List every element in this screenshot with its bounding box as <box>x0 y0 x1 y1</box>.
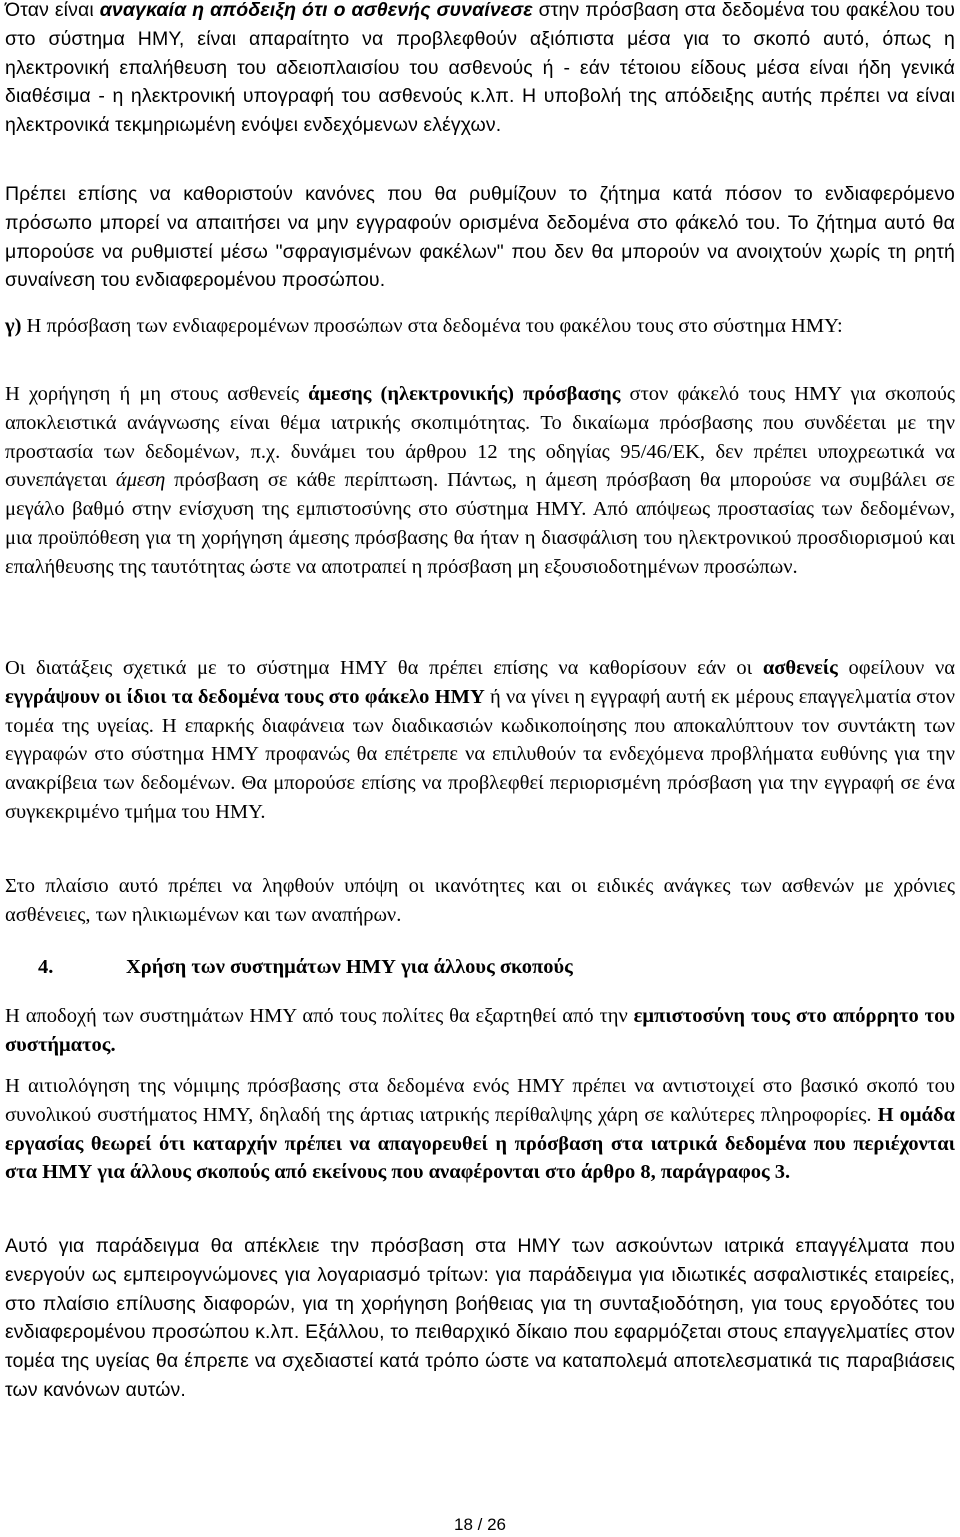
paragraph-special-needs <box>5 872 955 930</box>
paragraph-citizen-acceptance <box>5 1002 955 1060</box>
paragraph-access-heading <box>5 312 955 341</box>
text-run: στον φάκελό τους ΗΜΥ για σκοπούς αποκλειστικά ανάγνωσης είναι θέμα ιατρικής σκοπιμότητας. Το δικαίωμα πρόσβασης που συνδέεται με την προστασία των δεδομένων, π.χ. δυνάμει του άρθρου 12 της οδηγίας 95/46/ΕΚ, δεν πρέπει υποχρεωτικά να συνεπάγεται <box>5 383 955 492</box>
section-title: Χρήση των συστημάτων ΗΜΥ για άλλους σκοπούς <box>126 956 573 978</box>
paragraph-sealed-envelopes <box>5 180 955 295</box>
section-number: 4. <box>38 956 54 978</box>
text-run: στην πρόσβαση στα δεδομένα του φακέλου του στο σύστημα ΗΜΥ, είναι απαραίτητο να προβλεφθούν αξιόπιστα μέσα για το σκοπό αυτό, όπως η ηλεκτρονική επαλήθευση του αδειοπλαισίου του ασθενούς ή - εάν τέτοιου είδους μέσα είναι ήδη γενικά διαθέσιμα - η ηλεκτρονική υπογραφή του ασθενούς κ.λπ. Η υποβολή της απόδειξης αυτής πρέπει να είναι ηλεκτρονικά τεκμηριωμένη ενόψει ενδεχόμενων ελέγχων. <box>5 0 956 137</box>
emphasis-working-party: Η ομάδα εργασίας θεωρεί ότι καταρχήν πρέπει να απαγορευθεί η πρόσβαση στα ιατρικά δεδομένα που περιέχονται στα ΗΜΥ για άλλους σκοπούς από εκείνους που αναφέρονται στο άρθρο 8, παράγραφος 3. <box>5 1103 955 1184</box>
item-label-gamma: γ) <box>5 315 22 337</box>
document-page <box>5 0 955 1537</box>
text-run: Η χορήγηση ή μη στους ασθενείς <box>5 383 309 405</box>
emphasis-direct-access: άμεσης (ηλεκτρονικής) πρόσβασης <box>308 383 621 405</box>
section-heading <box>38 956 573 979</box>
emphasis-direct: άμεση <box>115 469 166 492</box>
paragraph-legitimate-access <box>5 1072 955 1187</box>
emphasis-consent-proof: αναγκαία η απόδειξη ότι ο ασθενής συναίνεσε <box>99 0 533 21</box>
text-run: πρόσβαση σε κάθε περίπτωση. Πάντως, η άμεση πρόσβαση θα μπορούσε να συμβάλει σε μεγάλο βαθμό στην ενίσχυση της εμπιστοσύνης στο σύστημα ΗΜΥ. Από απόψεως προστασίας των δεδομένων, μια προϋπόθεση για τη χορήγηση άμεσης πρόσβασης θα ήταν η διασφάλιση του ηλεκτρονικού προσδιορισμού και επαλήθευσης της ταυτότητας ώστε να αποτραπεί η πρόσβαση μη εξουσιοδοτημένων προσώπων. <box>5 469 955 578</box>
page-number: 18 / 26 <box>454 1515 506 1534</box>
paragraph-expert-exclusion <box>5 1232 955 1405</box>
paragraph-patient-entries <box>5 654 955 827</box>
text-run: Οι διατάξεις σχετικά με το σύστημα ΗΜΥ θα πρέπει επίσης να καθορίσουν εάν οι <box>5 657 763 679</box>
text-run: Η αιτιολόγηση της νόμιμης πρόσβασης στα δεδομένα ενός ΗΜΥ πρέπει να αντιστοιχεί στο βασικό σκοπό του συνολικού συστήματος ΗΜΥ, δηλαδή της άρτιας ιατρικής περίθαλψης χάρη σε καλύτερες πληροφορίες. <box>5 1075 955 1126</box>
emphasis-patients: ασθενείς <box>762 657 838 679</box>
text-run: Η αποδοχή των συστημάτων ΗΜΥ από τους πολίτες θα εξαρτηθεί από την <box>5 1005 634 1027</box>
text-run: Η πρόσβαση των ενδιαφερομένων προσώπων στα δεδομένα του φακέλου τους στο σύστημα ΗΜΥ: <box>21 315 843 337</box>
text-run: Όταν είναι <box>5 0 100 21</box>
text-run: οφείλουν να <box>837 657 955 679</box>
emphasis-trust: εμπιστοσύνη τους στο απόρρητο του συστήματος. <box>5 1005 955 1056</box>
text-run: ή να γίνει η εγγραφή αυτή εκ μέρους επαγγελματία στον τομέα της υγείας. Η επαρκής διαφάνεια των διαδικασιών κωδικοποίησης που αποκαλύπτουν τον συντάκτη των εγγραφών στο σύστημα ΗΜΥ προφανώς θα επέτρεπε να επιλυθούν τα ενδεχόμενα προβλήματα ευθύνης για την ανακρίβεια των δεδομένων. Θα μπορούσε επίσης να προβλεφθεί περιορισμένη πρόσβαση για την εγγραφή σε ένα συγκεκριμένο τμήμα του ΗΜΥ. <box>5 685 955 823</box>
paragraph-consent-proof <box>5 0 955 140</box>
emphasis-own-entries: εγγράψουν οι ίδιοι τα δεδομένα τους στο φάκελο ΗΜΥ <box>5 685 485 708</box>
text-run: Πρέπει επίσης να καθοριστούν κανόνες που θα ρυθμίζουν το ζήτημα κατά πόσον το ενδιαφερόμενο πρόσωπο μπορεί να απαιτήσει να μην εγγραφούν ορισμένα δεδομένα στο φάκελό του. Το ζήτημα αυτό θα μπορούσε να ρυθμιστεί μέσω "σφραγισμένων φακέλων" που δεν θα μπορούν να ανοιχτούν χωρίς τη ρητή συναίνεση του ενδιαφερομένου προσώπου. <box>5 183 955 292</box>
text-run: Στο πλαίσιο αυτό πρέπει να ληφθούν υπόψη οι ικανότητες και οι ειδικές ανάγκες των ασθενών με χρόνιες ασθένειες, των ηλικιωμένων και των αναπήρων. <box>5 875 955 926</box>
paragraph-direct-access <box>5 380 955 582</box>
text-run: Αυτό για παράδειγμα θα απέκλειε την πρόσβαση στα ΗΜΥ των ασκούντων ιατρικά επαγγέλματα που ενεργούν ως εμπειρογνώμονες για λογαριασμό τρίτων: για παράδειγμα για ιδιωτικές ασφαλιστικές εταιρείες, στο πλαίσιο επίλυσης διαφορών, για τη χορήγηση βοήθειας για τη συνταξιοδότηση, για τους εργοδότες του ενδιαφερομένου προσώπου κ.λπ. Εξάλλου, το πειθαρχικό δίκαιο που εφαρμόζεται στους επαγγελματίες στον τομέα της υγείας θα έπρεπε να σχεδιαστεί κατά τρόπο ώστε να καταπολεμά αποτελεσματικά τις παραβιάσεις των κανόνων αυτών. <box>5 1235 955 1401</box>
